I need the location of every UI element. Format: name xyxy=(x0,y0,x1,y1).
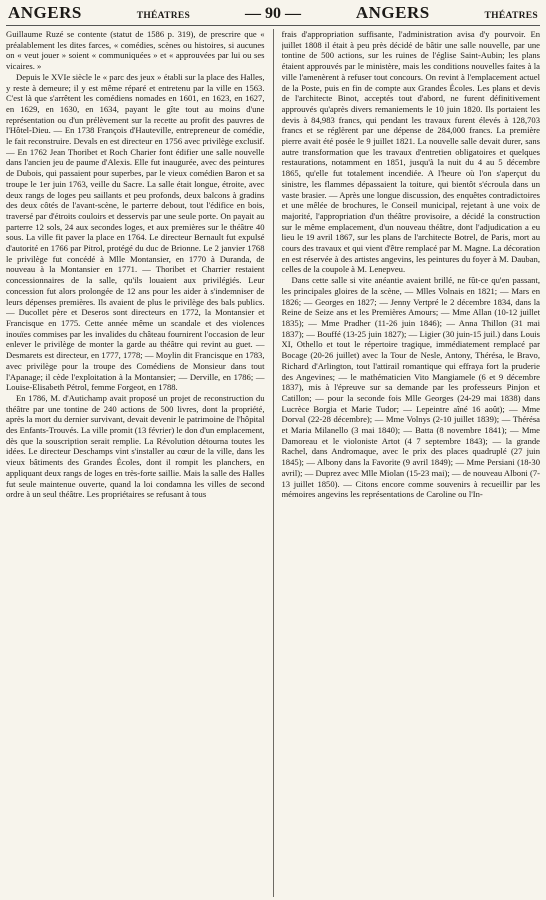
header-left-section: THÉATRES xyxy=(136,11,191,21)
header-left-city: ANGERS xyxy=(8,3,82,22)
header-right-city: ANGERS xyxy=(355,3,430,22)
page-number: — 90 — xyxy=(244,5,301,22)
paragraph: Guillaume Ruzé se contente (statut de 1586 p. 319), de prescrire que « préalablement les dites farces, « comédies, scènes ou histoires, si aucunes on « veut jouer » soient « communiquées » et « approuvées par lui ou ses vicaires. » xyxy=(6,29,265,72)
paragraph: Depuis le XVIe siècle le « parc des jeux » établi sur la place des Halles, y reste à demeure; il y est même réparé et entretenu par la ville en 1563. C'est là que s'arrêtent les comédiens nomades en 1601, en 1623, en 1627, en 1629, en 1630, en 1634, payant le gîte tout au moins d'une représentation ou d'un prélèvement sur la recette au profit des pauvres de l'Hôtel-Dieu. — En 1738 François d'Hauteville, entrepreneur de comédie, le fait reconstruire. Devals en est directeur en 1756 avec privilège exclusif. — En 1762 Jean Thoribet et Roch Charier font édifier une salle nouvelle dans l'ancien jeu de paume d'Alexis. Elle fut inaugurée, avec des peintures de Dubois, qui passaient pour superbes, par le vieux comédien Baron et sa troupe le 1er juin 1763, veille du Sacre. La salle était longue, étroite, avec deux rangs de loges peu saillants et peu profonds, deux balcons à gradins des deux côtés de l'avant-scène, le parterre debout, tout l'édifice en bois, traversé par d'étroits couloirs et desservis par une seule porte. On payait au parterre 12 sols, 24 aux secondes loges, et aux premières sur le théâtre 40 sous. La ville fit paver la place en 1764. Le directeur Bernault fut expulsé d'autorité en 1766 par Pitrol, protégé du duc de Brionne. Le 2 janvier 1768 le privilège fut concédé à Mlle Montansier, en 1770 à Duranda, de nouveau à la Montansier en 1771. — Thoribet et Charrier restaient concessionnaires de la salle, qu'ils louaient aux privilégiés. Leur concession fut alors prolongée de 12 ans pour les aider à s'indemniser de leurs dépenses premières. Ils avaient de plus le privilège des bals publics. — Ducollet père et Deseros sont directeurs en 1772, la Montansier et Francisque en 1775. Cette année même un scandale et des violences inouïes commises par les invalides du château fournirent l'occasion de leur enlever le privilège de monter la garde au théâtre qui revint au guet. — Desmarets est directeur, en 1777, 1778; — Moylin dit Francisque en 1783, avec privilège pour la troupe des Comédiens de Monsieur dans tout l'Apanage; il cède l'exploitation à la Montansier; — Derville, en 1786; — Louise-Elisabeth Pétrol, femme Forgeot, en 1788. xyxy=(6,71,265,393)
paragraph: En 1786, M. d'Autichamp avait proposé un projet de reconstruction du théâtre par une tontine de 240 actions de 500 livres, dont la propriété, après la mort du dernier survivant, devait devenir le patrimoine de l'hôpital des Enfants-Trouvés. La ville promit (13 février) le don d'un emplacement, dès que la souscription serait remplie. La Révolution détourna toutes les idées. Le directeur Deschamps vint s'installer au cœur de la ville, dans les vieux bâtiments des Grandes Écoles, dont il rompit les planchers, en appliquant deux rangs de loges en très-forte saillie. Mais la salle des Halles fut seule maintenue ouverte, quand la loi condamna les villes de second ordre à un seul théâtre. Les propriétaires se refusant à tous xyxy=(6,392,265,500)
right-column xyxy=(282,29,541,897)
paragraph: frais d'appropriation suffisante, l'administration avisa d'y pourvoir. En juillet 1808 il était à peu près décidé de bâtir une salle nouvelle, par une tontine de 500 actions, sur les ruines de l'église Saint-Aubin; les plans étaient approuvés par le ministère, mais les conditions nouvelles faites à la ville l'amenèrent à refuser tout concours. On revint à l'emplacement actuel de la Poste, puis en fin de compte aux Grandes Écoles. Les plans et devis de l'architecte Binot, acceptés tout d'abord, ne furent définitivement approuvés qu'après divers remaniements le 10 juin 1820. Ils portaient les devis à 84,983 francs, qui pendant les travaux furent élevés à 128,703 francs et se réglèrent par une dépense de 284,000 francs. La première pierre avait été posée le 9 juillet 1821. La nouvelle salle devait durer, sans autre transformation que les travaux d'entretien obligatoires et quelques restaurations, notamment en 1851, jusqu'à la nuit du 4 au 5 décembre 1865, qu'elle fut totalement incendiée. A l'heure où l'on s'aperçut du sinistre, les flammes dépassaient la toiture, qui bientôt s'écroula dans un vaste brasier. — Après une longue discussion, des enquêtes contradictoires et une mêlée de brochures, le Conseil municipal, rejetant à une voix de majorité, l'appropriation d'un théâtre provisoire, a décidé la construction sur le même emplacement, d'un nouveau théâtre, dont l'adjudication a eu lieu le 19 avril 1867, sur les plans de l'architecte Botrel, de Paris, mort au cours des travaux et qui vient d'être remplacé par M. Magne. La décoration en est réservée à des artistes angevins, les peintures du foyer à M. Dauban, celles de la coupole à M. Lenepveu. xyxy=(281,29,540,275)
left-column xyxy=(6,29,265,897)
column-divider xyxy=(273,29,274,897)
text-columns xyxy=(6,29,540,897)
page-header xyxy=(6,3,540,26)
paragraph: Dans cette salle si vite anéantie avaient brillé, ne fût-ce qu'en passant, les principales gloires de la scène, — Mlles Volnais en 1821; — Mars en 1826; — Georges en 1827; — Jenny Vertpré le 2 décembre 1834, dans la Reine de Seize ans et les Premières Amours; — Mme Allan (10-12 juillet 1835); — Mme Pradher (11-26 juin 1846); — Anna Thillon (31 mai 1837); — Bouffé (13-25 juin 1827); — Ligier (30 juin-15 juil.) dans Louis XI, Othello et tout le répertoire tragique, immédiatement remplacé par Bocage (20-26 juillet) avec la Tour de Nesle, Antony, Thérésa, le Bravo, Richard d'Arlington, tout l'attirail romantique qui effraya fort la pruderie des Angevines; — le mathématicien Vito Mangiamele (6 et 9 décembre 1837), mis à l'épreuve sur sa demande par les professeurs Pinjon et Catillon; — pour la seconde fois Mlle Georges (24-29 mai 1838) dans Lucrèce Borgia et Marie Tudor; — Lepeintre aîné 16 août); — Mme Dorval (22-28 décembre); — Mme Volnys (2-10 juillet 1839); — Thérésa et Maria Milanello (3 mai 1840); — Batta (8 novembre 1841); — Mme Damoreau et le violoniste Artot (4 7 septembre 1843); — la grande Rachel, dans Andromaque, avec le prix des places quadruplé (27 juin 1845); — Albony dans la Favorite (9 avril 1849); — Mme Persiani (18-30 avril); — Duprez avec Mlle Miolan (15-23 mai); — de nouveau Alboni (7-13 juillet 1850). — Citons encore comme souvenirs à recueillir par les mémoires angevins les représentations de Caroline ou l'In- xyxy=(281,275,540,500)
header-right-section: THÉATRES xyxy=(484,11,538,21)
